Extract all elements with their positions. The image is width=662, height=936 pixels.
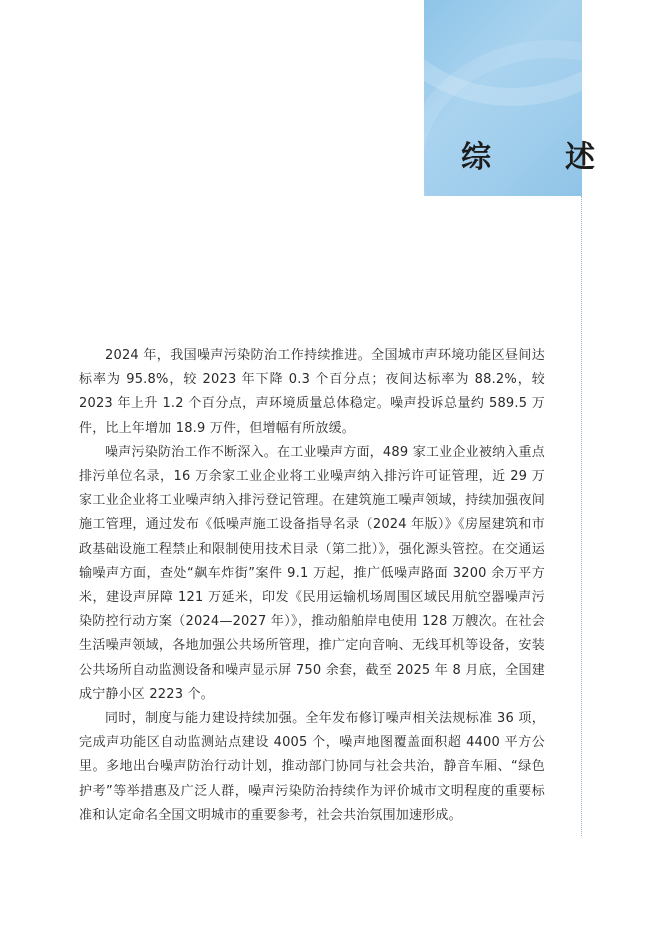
body-text — [79, 344, 545, 828]
paragraph-1: 2024 年，我国噪声污染防治工作持续推进。全国城市声环境功能区昼间达标率为 95.8%，较 2023 年下降 0.3 个百分点；夜间达标率为 88.2%，较 2023 年上升 1.2 个百分点，声环境质量总体稳定。噪声投诉总量约 589.5 万件，比上年增加 18.9 万件，但增幅有所放缓。 — [79, 348, 545, 436]
paragraph-3: 同时，制度与能力建设持续加强。全年发布修订噪声相关法规标准 36 项，完成声功能区自动监测站点建设 4005 个，噪声地图覆盖面积超 4400 平方公里。多地出台噪声防治行动计划，推动部门协同与社会共治，静音车厢、“绿色护考”等举措惠及广泛人群，噪声污染防治持续作为评价城市文明程度的重要标准和认定命名全国文明城市的重要参考，社会共治氛围加速形成。 — [79, 711, 545, 823]
paragraph-2: 噪声污染防治工作不断深入。在工业噪声方面，489 家工业企业被纳入重点排污单位名录，16 万余家工业企业将工业噪声纳入排污许可证管理，近 29 万家工业企业将工业噪声纳入排污登记管理。在建筑施工噪声领域，持续加强夜间施工管理，通过发布《低噪声施工设备指导名录（2024 年版）》《房屋建筑和市政基础设施工程禁止和限制使用技术目录（第二批）》，强化源头管控。在交通运输噪声方面，查处“飙车炸街”案件 9.1 万起，推广低噪声路面 3200 余万平方米，建设声屏障 121 万延米，印发《民用运输机场周围区域民用航空器噪声污染防控行动方案（2024—2027 年）》，推动船舶岸电使用 128 万艘次。在社会生活噪声领域，各地加强公共场所管理，推广定向音响、无线耳机等设备，安装公共场所自动监测设备和噪声显示屏 750 余套，截至 2025 年 8 月底，全国建成宁静小区 2223 个。 — [79, 444, 545, 702]
page-title: 综 述 — [461, 140, 617, 175]
vertical-dotted-divider — [581, 196, 582, 836]
